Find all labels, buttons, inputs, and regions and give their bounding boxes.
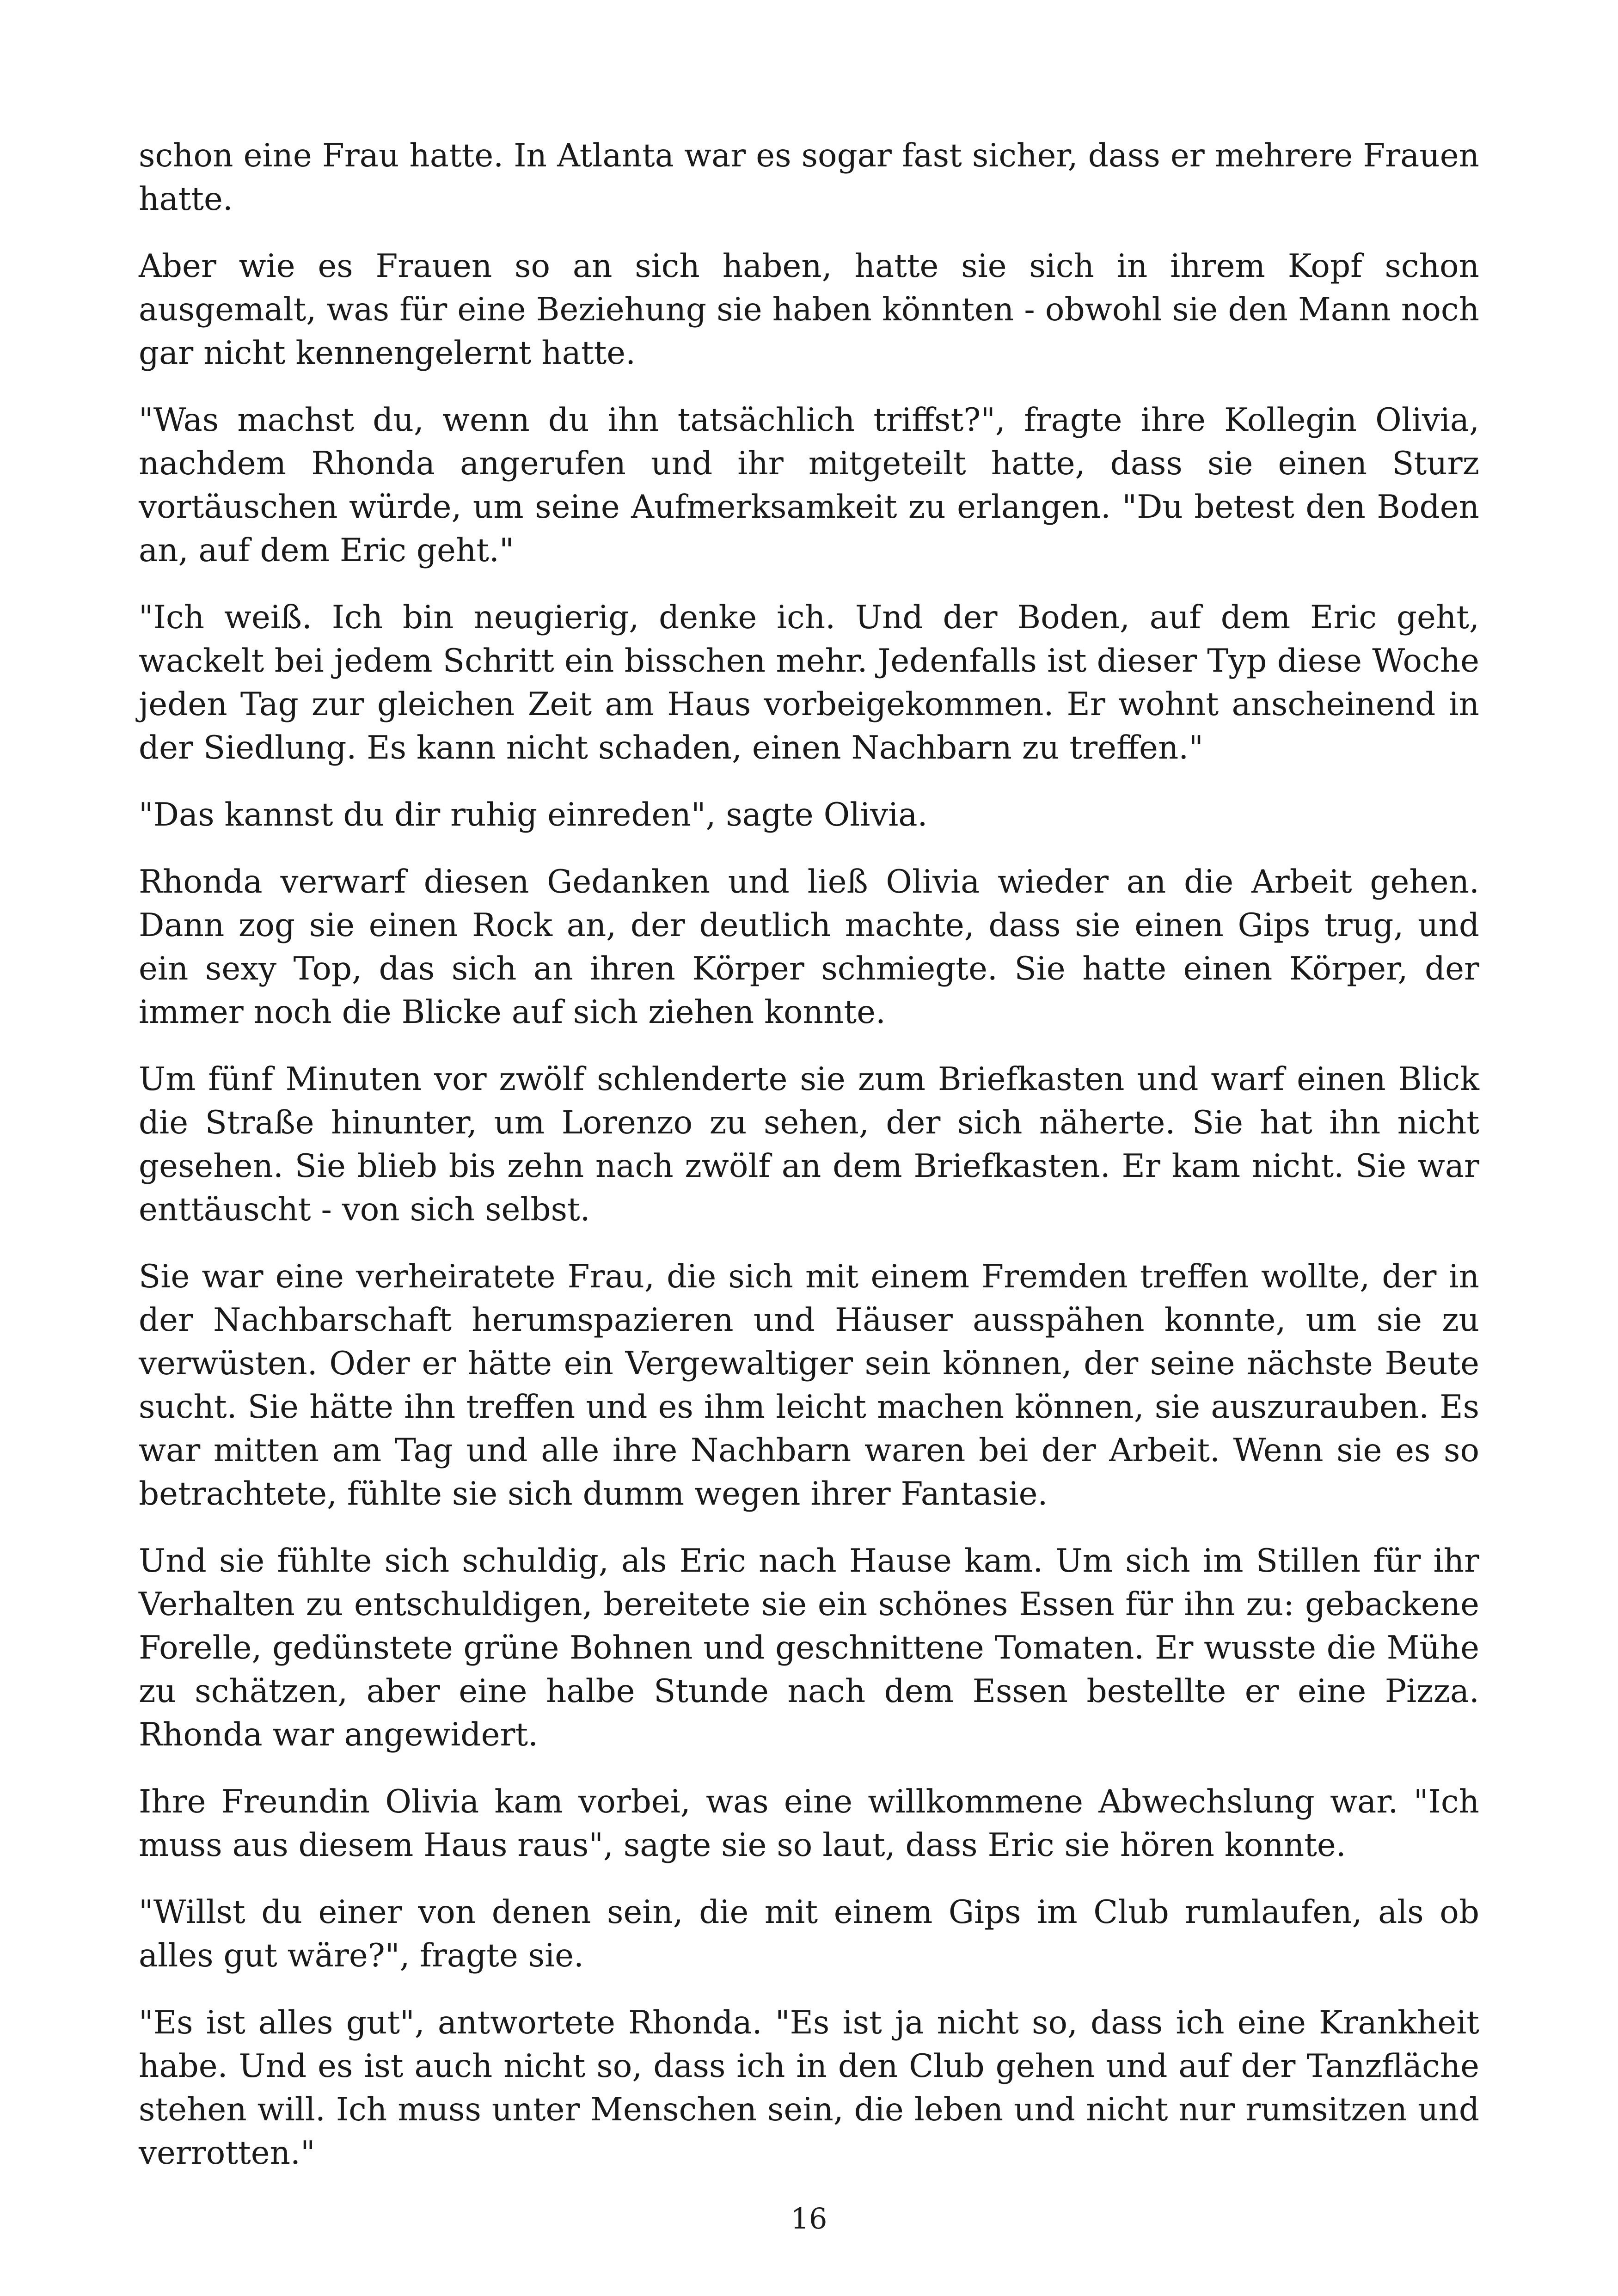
paragraph: "Was machst du, wenn du ihn tatsächlich triffst?", fragte ihre Kollegin Olivia, nachdem Rhonda angerufen und ihr mitgeteilt hatte, dass sie einen Sturz vortäuschen würde, um seine Aufmerksamkeit zu erlangen. "Du betest den Boden an, auf dem Eric geht." — [139, 402, 1479, 569]
page-number: 16 — [791, 2202, 827, 2235]
paragraph: Rhonda verwarf diesen Gedanken und ließ Olivia wieder an die Arbeit gehen. Dann zog sie einen Rock an, der deutlich machte, dass sie einen Gips trug, und ein sexy Top, das sich an ihren Körper schmiegte. Sie hatte einen Körper, der immer noch die Blicke auf sich ziehen konnte. — [139, 863, 1479, 1031]
paragraph: schon eine Frau hatte. In Atlanta war es sogar fast sicher, dass er mehrere Frauen hatte. — [139, 137, 1479, 218]
body-text — [139, 134, 1479, 2198]
paragraph: Und sie fühlte sich schuldig, als Eric nach Hause kam. Um sich im Stillen für ihr Verhalten zu entschuldigen, bereitete sie ein schönes Essen für ihn zu: gebackene Forelle, gedünstete grüne Bohnen und geschnittene Tomaten. Er wusste die Mühe zu schätzen, aber eine halbe Stunde nach dem Essen bestellte er eine Pizza. Rhonda war angewidert. — [139, 1543, 1479, 1753]
paragraph: Um fünf Minuten vor zwölf schlenderte sie zum Briefkasten und warf einen Blick die Straße hinunter, um Lorenzo zu sehen, der sich näherte. Sie hat ihn nicht gesehen. Sie blieb bis zehn nach zwölf an dem Briefkasten. Er kam nicht. Sie war enttäuscht - von sich selbst. — [139, 1061, 1479, 1228]
paragraph: Ihre Freundin Olivia kam vorbei, was eine willkommene Abwechslung war. "Ich muss aus diesem Haus raus", sagte sie so laut, dass Eric sie hören konnte. — [139, 1783, 1479, 1864]
paragraph: "Es ist alles gut", antwortete Rhonda. "Es ist ja nicht so, dass ich eine Krankheit habe. Und es ist auch nicht so, dass ich in den Club gehen und auf der Tanzfläche stehen will. Ich muss unter Menschen sein, die leben und nicht nur rumsitzen und verrotten." — [139, 2004, 1479, 2172]
paragraph: "Ich weiß. Ich bin neugierig, denke ich. Und der Boden, auf dem Eric geht, wackelt bei jedem Schritt ein bisschen mehr. Jedenfalls ist dieser Typ diese Woche jeden Tag zur gleichen Zeit am Haus vorbeigekommen. Er wohnt anscheinend in der Siedlung. Es kann nicht schaden, einen Nachbarn zu treffen." — [139, 599, 1479, 766]
paragraph: Sie war eine verheiratete Frau, die sich mit einem Fremden treffen wollte, der in der Nachbarschaft herumspazieren und Häuser ausspähen konnte, um sie zu verwüsten. Oder er hätte ein Vergewaltiger sein können, der seine nächste Beute sucht. Sie hätte ihn treffen und es ihm leicht machen können, sie auszurauben. Es war mitten am Tag und alle ihre Nachbarn waren bei der Arbeit. Wenn sie es so betrachtete, fühlte sie sich dumm wegen ihrer Fantasie. — [139, 1258, 1479, 1512]
paragraph: Aber wie es Frauen so an sich haben, hatte sie sich in ihrem Kopf schon ausgemalt, was für eine Beziehung sie haben könnten - obwohl sie den Mann noch gar nicht kennengelernt hatte. — [139, 248, 1479, 372]
paragraph: "Das kannst du dir ruhig einreden", sagte Olivia. — [139, 796, 928, 833]
paragraph: "Willst du einer von denen sein, die mit einem Gips im Club rumlaufen, als ob alles gut wäre?", fragte sie. — [139, 1894, 1479, 1974]
